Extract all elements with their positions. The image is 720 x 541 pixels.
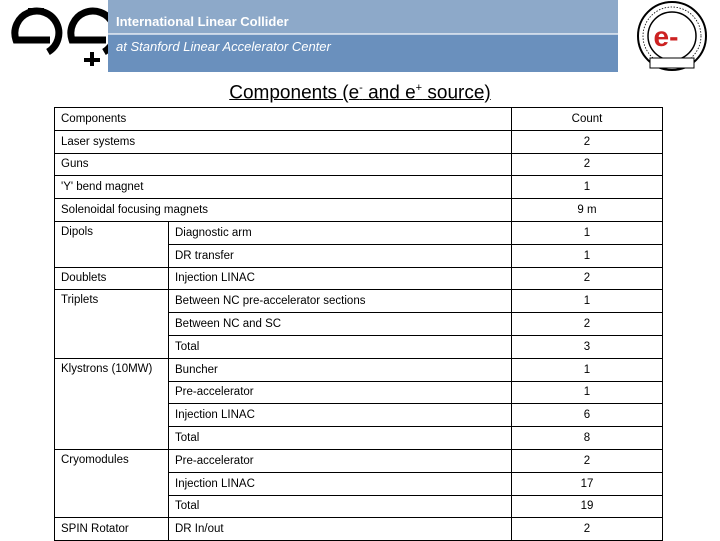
header-count: Count xyxy=(512,108,663,131)
ee-logo-icon xyxy=(8,6,112,66)
components-table xyxy=(54,107,663,541)
group-label: Triplets xyxy=(55,290,169,358)
table-row: Total 3 xyxy=(55,335,663,358)
table-row: Dipols Diagnostic arm 1 xyxy=(55,221,663,244)
table-row: DR transfer 1 xyxy=(55,244,663,267)
group-label: Klystrons (10MW) xyxy=(55,358,169,449)
table-row: Solenoidal focusing magnets 9 m xyxy=(55,199,663,222)
table-row: Klystrons (10MW) Buncher 1 xyxy=(55,358,663,381)
header-components: Components xyxy=(55,108,512,131)
table-row: Doublets Injection LINAC 2 xyxy=(55,267,663,290)
group-label: SPIN Rotator xyxy=(55,518,169,541)
table-row: Injection LINAC 6 xyxy=(55,404,663,427)
table-row: SPIN Rotator DR In/out 2 xyxy=(55,518,663,541)
table-row: Total 8 xyxy=(55,427,663,450)
table-row: Guns 2 xyxy=(55,153,663,176)
group-label: Dipols xyxy=(55,221,169,267)
table-row: Injection LINAC 17 xyxy=(55,472,663,495)
group-label: Cryomodules xyxy=(55,449,169,517)
table-header-row xyxy=(55,108,663,131)
seal-e-minus-text: e- xyxy=(653,21,679,52)
table-row: Pre-accelerator 1 xyxy=(55,381,663,404)
header-band xyxy=(108,0,618,72)
header-banner xyxy=(0,0,720,72)
page-title: Components (e- and e+ source) xyxy=(229,82,491,104)
table-row: 'Y' bend magnet 1 xyxy=(55,176,663,199)
polarized-electron-source-seal-icon xyxy=(622,0,718,72)
table-row: Triplets Between NC pre-accelerator sections 1 xyxy=(55,290,663,313)
organization-subtitle: at Stanford Linear Accelerator Center xyxy=(116,39,331,54)
table-row: Laser systems 2 xyxy=(55,130,663,153)
group-label: Doublets xyxy=(55,267,169,290)
table-row: Cryomodules Pre-accelerator 2 xyxy=(55,449,663,472)
table-row: Total 19 xyxy=(55,495,663,518)
table-row: Between NC and SC 2 xyxy=(55,313,663,336)
organization-name: International Linear Collider xyxy=(116,14,289,29)
